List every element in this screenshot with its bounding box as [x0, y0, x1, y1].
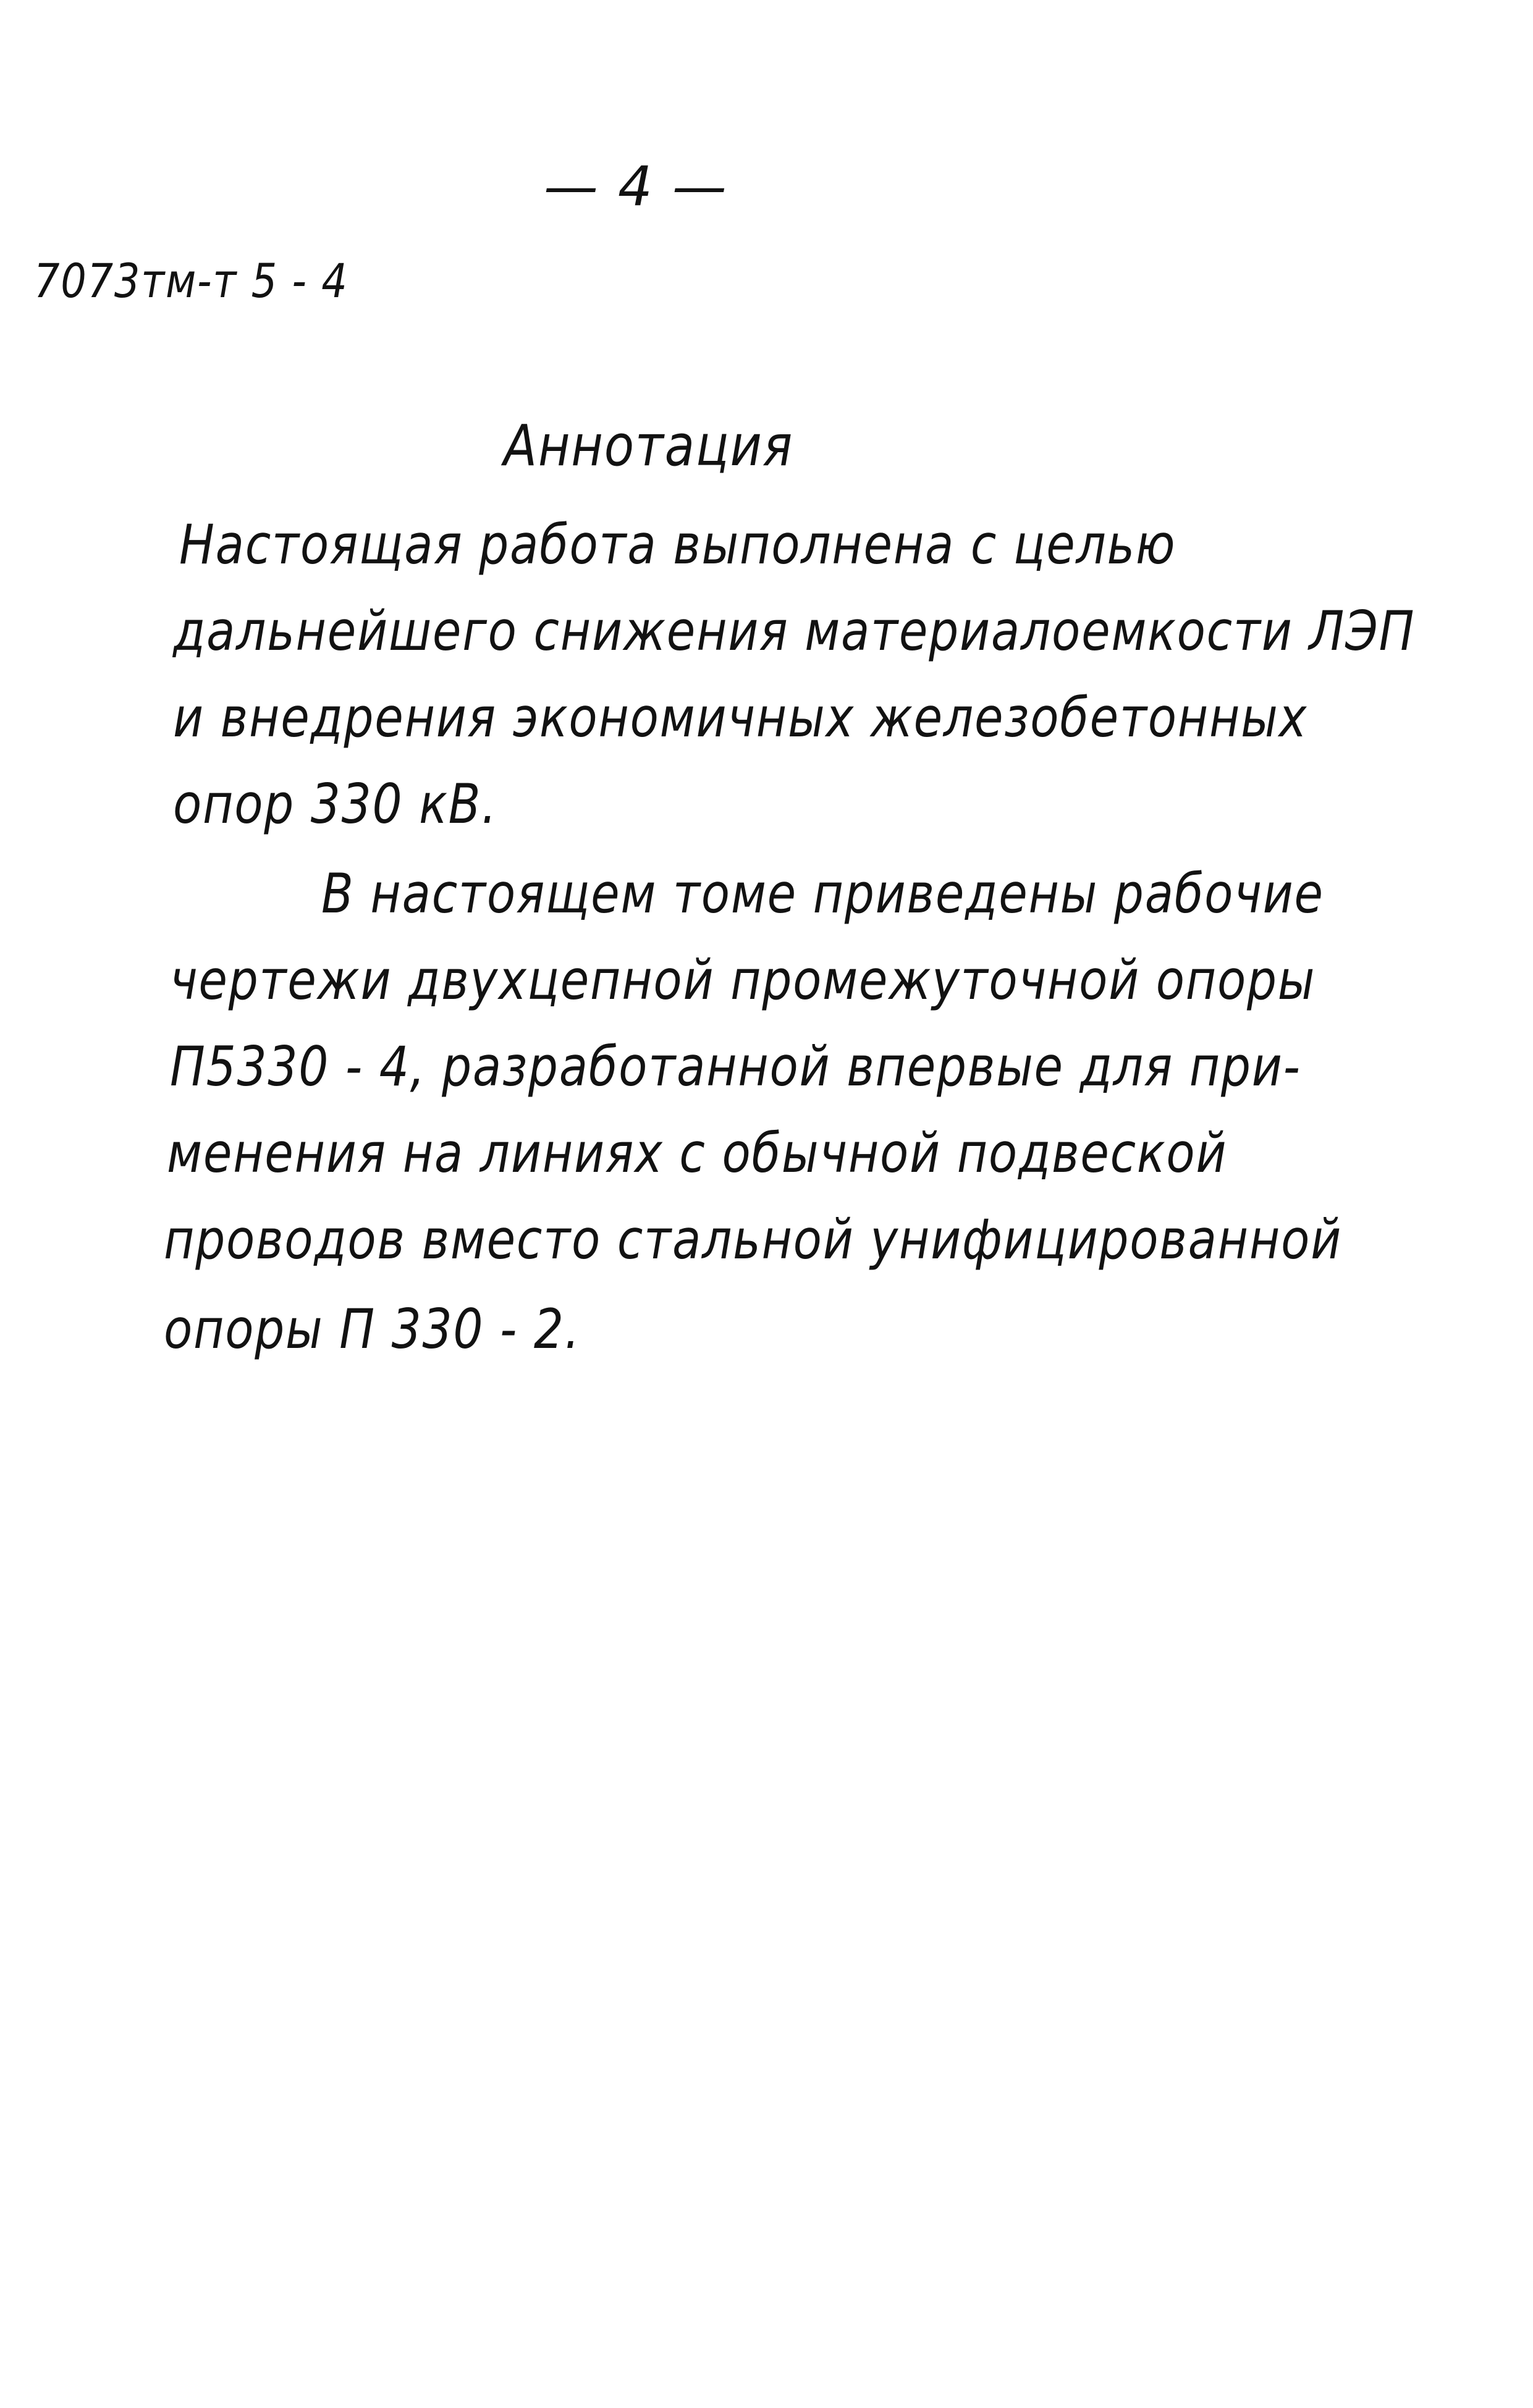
paragraph-line: опор 330 кВ.	[173, 772, 498, 836]
paragraph-line: дальнейшего снижения материалоемкости ЛЭП	[173, 599, 1416, 663]
paragraph-line: В настоящем томе приведены рабочие	[321, 862, 1324, 925]
paragraph-line: опоры П 330 - 2.	[164, 1297, 581, 1361]
annotation-title: Аннотация	[504, 413, 793, 479]
paragraph-line: и внедрения экономичных железобетонных	[173, 686, 1308, 749]
paragraph-line: менения на линиях с обычной подвеской	[167, 1121, 1228, 1185]
document-code: 7073тм-т 5 - 4	[34, 253, 348, 308]
paragraph-line: Настоящая работа выполнена с целью	[179, 513, 1176, 576]
paragraph-line: чертежи двухцепной промежуточной опоры	[170, 948, 1316, 1012]
page-number: — 4 —	[544, 154, 728, 218]
paragraph-line: проводов вместо стальной унифицированной	[164, 1208, 1342, 1271]
paragraph-line: П5330 - 4, разработанной впервые для при-	[170, 1035, 1301, 1098]
